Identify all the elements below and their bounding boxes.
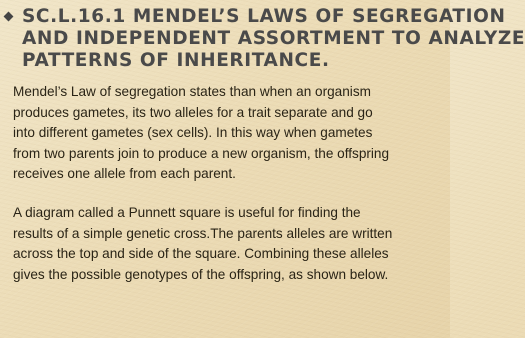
title-line: SC.L.16.1 MENDEL’S LAWS OF SEGREGATION xyxy=(22,6,506,27)
body-line: receives one allele from each parent. xyxy=(13,166,236,182)
body-line: across the top and side of the square. Combining these alleles xyxy=(13,246,389,262)
body-line: into different gametes (sex cells). In this way when gametes xyxy=(13,125,373,141)
body-line: Mendel’s Law of segregation states than when an organism xyxy=(13,84,371,99)
body-line: produces gametes, its two alleles for a trait separate and go xyxy=(13,104,373,120)
title-line: AND INDEPENDENT ASSORTMENT TO ANALYZE xyxy=(22,28,525,49)
paragraph-punnett-square xyxy=(13,203,445,285)
paragraph-gap xyxy=(13,185,445,203)
body-line: results of a simple genetic cross.The parents alleles are written xyxy=(13,225,393,241)
body-line: gives the possible genotypes of the offspring, as shown below. xyxy=(13,266,389,282)
paragraph-segregation xyxy=(13,82,445,185)
slide-body xyxy=(13,82,445,285)
title-bullet-icon xyxy=(4,12,14,22)
title-line: PATTERNS OF INHERITANCE. xyxy=(22,50,330,71)
body-line: from two parents join to produce a new organism, the offspring xyxy=(13,145,390,161)
body-line: A diagram called a Punnett square is useful for finding the xyxy=(13,204,361,220)
slide-title xyxy=(22,6,525,72)
